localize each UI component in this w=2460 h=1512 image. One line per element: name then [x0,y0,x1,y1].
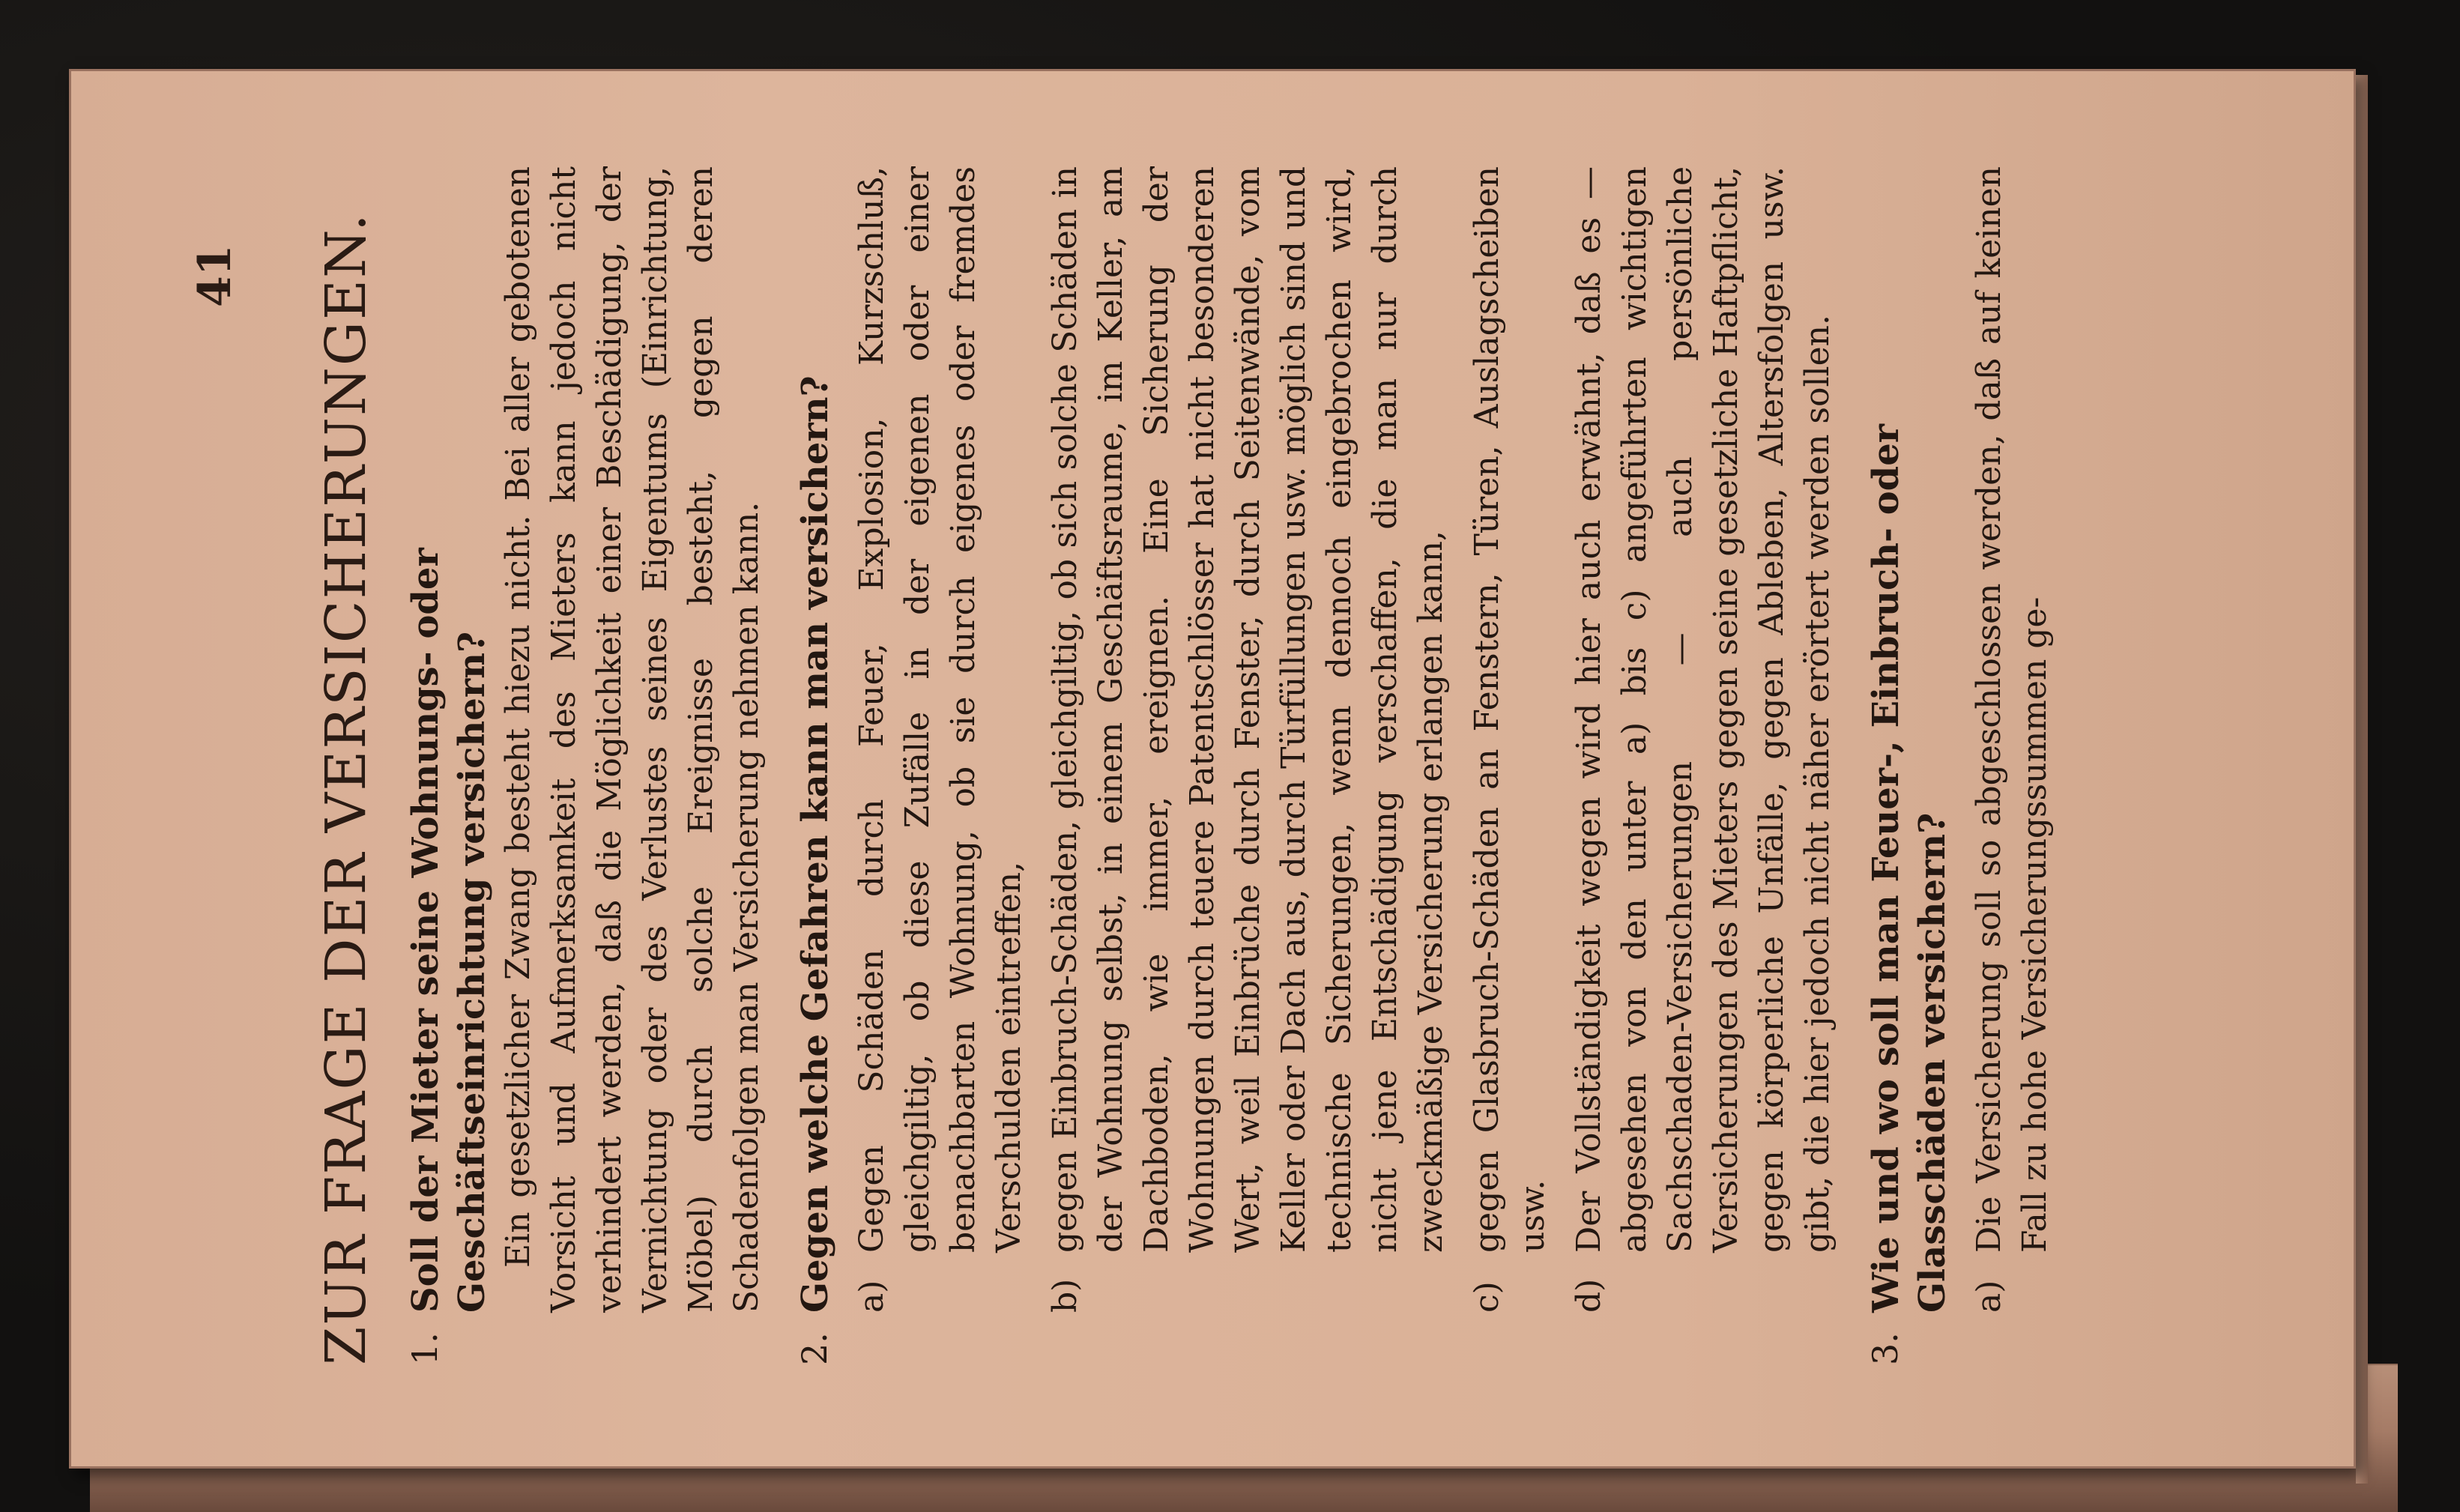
section-number: 1. [405,1332,445,1365]
item-label: a) [1970,1280,2008,1313]
item-text: Gegen Schäden durch Feuer, Explosion, Kurzschluß, gleichgiltig, ob diese Zufälle in der eigenen oder einer benachbarten Wohnung, ob sie durch eigenes oder fremdes Verschulden eintreffen, [853,166,1028,1253]
item-label: d) [1570,1278,1608,1313]
item-label: c) [1468,1281,1506,1313]
section-2-heading [792,166,838,1365]
list-item [1966,166,2058,1313]
list-item [1042,166,1454,1313]
item-text: gegen Einbruch-Schäden, gleichgiltig, ob sich solche Schäden in der Wohnung selbst, in einem Geschäftsraume, im Keller, am Dachboden, wie immer, ereignen. Eine Sicherung der Wohnungen durch teuere Patentschlösser hat nicht besonderen Wert, weil Einbrüche durch Fenster, durch Seitenwände, vom Keller oder Dach aus, durch Türfüllungen usw. möglich sind und technische Sicherungen, wenn dennoch eingebrochen wird, nicht jene Entschädigung verschaffen, die man nur durch zweckmäßige Versicherung erlangen kann, [1046,166,1450,1253]
section-number: 3. [1865,1332,1906,1365]
page-side-edge [2356,75,2368,1484]
list-item [1566,166,1840,1313]
page-title: ZUR FRAGE DER VERSICHERUNGEN. [314,212,378,1365]
section-3-heading [1863,166,1956,1365]
rotated-page-text [69,69,2356,1469]
section-question: Soll der Mieter seine Wohnungs- oder Geschäftseinrichtung versichern? [405,548,493,1313]
item-label: a) [853,1280,891,1313]
item-text: gegen Glasbruch-Schäden an Fenstern, Türen, Auslagscheiben usw. [1468,166,1552,1253]
item-text: Die Versicherung soll so abgeschlossen werden, daß auf keinen Fall zu hohe Versicherungssummen ge- [1970,166,2054,1253]
section-1-paragraph: Ein gesetzlicher Zwang besteht hiezu nicht. Bei aller gebotenen Vorsicht und Aufmerksamkeit des Mieters kann jedoch nicht verhindert werden, daß die Möglichkeit einer Beschädigung, der Vernichtung oder des Verlustes seines Eigentums (Einrichtung, Möbel) durch solche Ereignisse besteht, gegen deren Schadenfolgen man Versicherung nehmen kann. [499,166,766,1313]
section-1-heading [402,166,495,1365]
list-item [849,166,1032,1313]
page-content [226,166,2058,1365]
page-number: 41 [189,244,241,307]
section-question: Wie und wo soll man Feuer-, Einbruch- oder Glasschäden versichern? [1865,423,1953,1313]
section-number: 2. [794,1332,835,1365]
item-label: b) [1046,1278,1084,1313]
list-item [1464,166,1556,1313]
section-question: Gegen welche Gefahren kann man versichern? [794,375,836,1313]
item-text: Der Vollständigkeit wegen wird hier auch erwähnt, daß es — abgesehen von den unter a) bis c) angeführten wichtigen Sachschaden-Versicherungen — auch persönliche Versicherungen des Mieters gegen seine gesetzliche Haftpflicht, gegen körperliche Unfälle, gegen Ableben, Altersfolgen usw. gibt, die hier jedoch nicht näher erörtert werden sollen. [1570,166,1837,1253]
